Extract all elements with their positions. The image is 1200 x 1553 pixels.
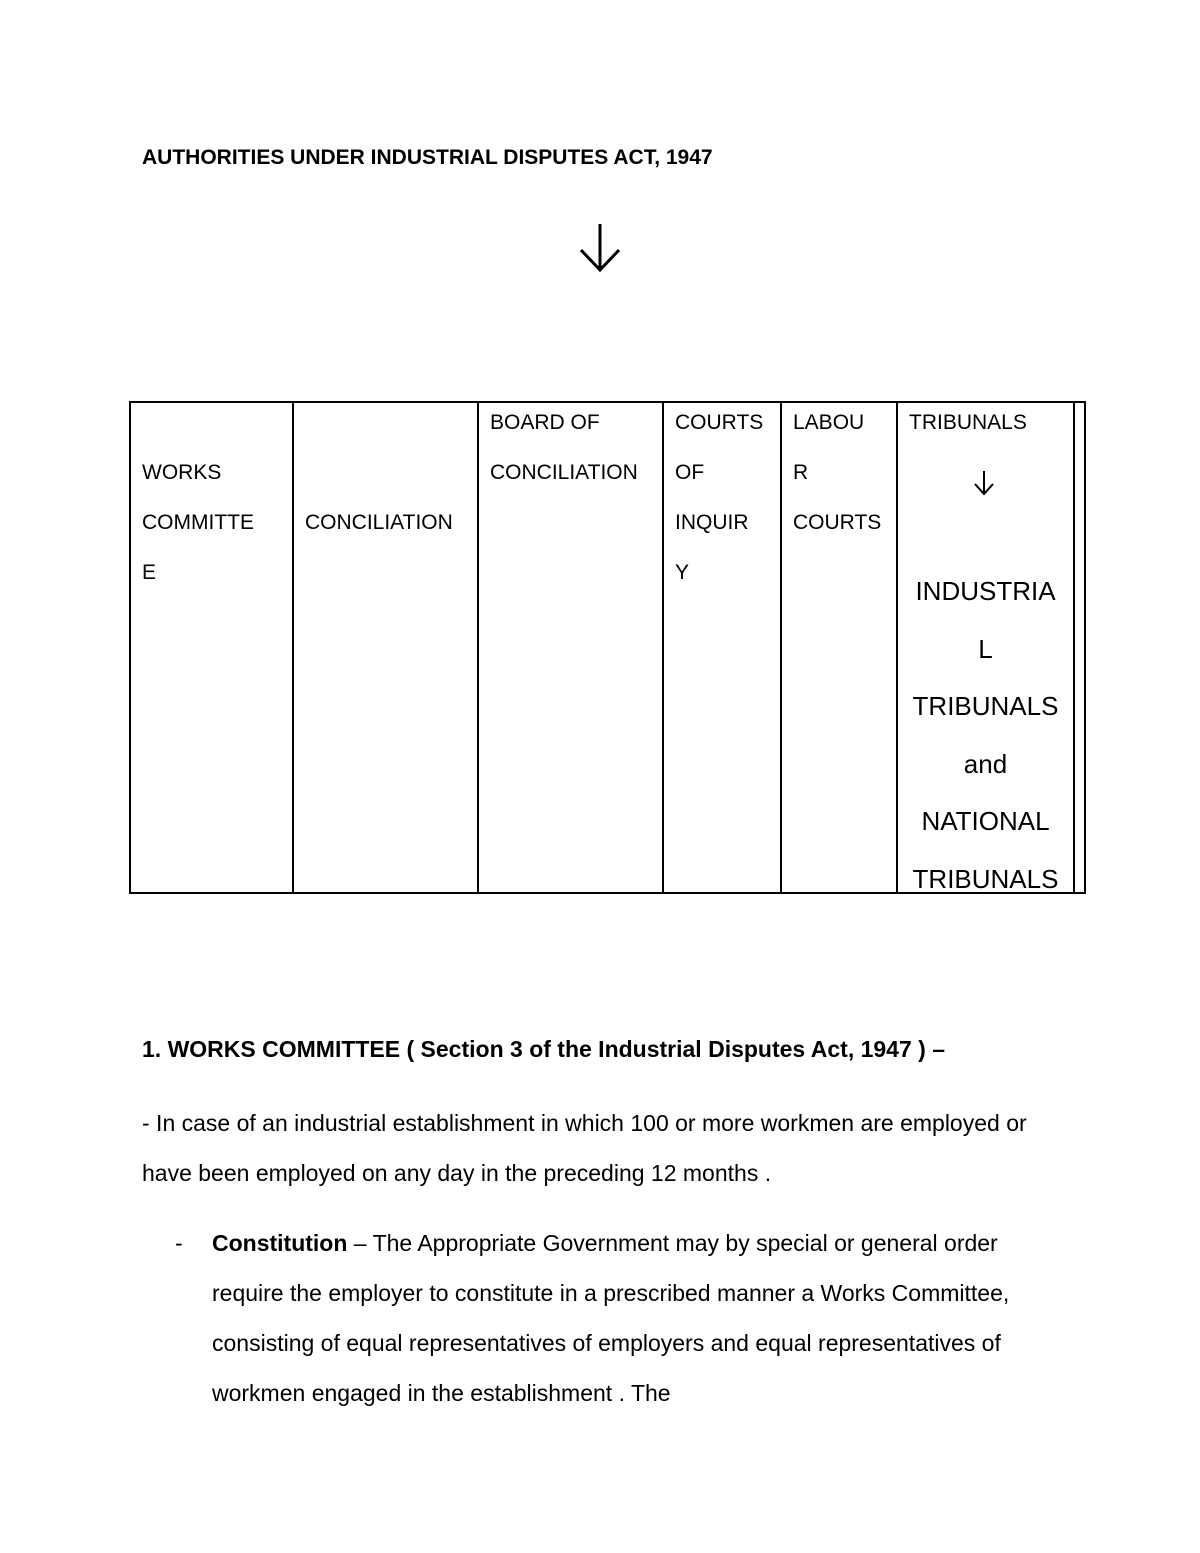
down-arrow-icon	[973, 465, 995, 491]
table-cell-board-of-conciliation	[478, 402, 663, 893]
works-committee-label: WORKS COMMITTE E	[142, 461, 254, 584]
section-heading: 1. WORKS COMMITTEE ( Section 3 of the Industrial Disputes Act, 1947 ) –	[142, 1036, 945, 1062]
constitution-term: Constitution	[212, 1230, 348, 1256]
table-cell-courts-of-inquiry	[663, 402, 781, 893]
tribunals-label: TRIBUNALS	[909, 411, 1027, 434]
table-cell-conciliation	[293, 402, 478, 893]
bullet-dash: -	[175, 1230, 183, 1256]
table-cell-tribunals	[897, 402, 1074, 893]
authorities-table	[129, 401, 1086, 894]
industrial-national-tribunals-label: INDUSTRIA L TRIBUNALS and NATIONAL TRIBUNALS	[912, 576, 1059, 894]
document-title: AUTHORITIES UNDER INDUSTRIAL DISPUTES ACT, 1947	[142, 146, 713, 169]
table-cell-labour-courts	[781, 402, 897, 893]
labour-courts-label: LABOU R COURTS	[793, 411, 882, 534]
conciliation-label: CONCILIATION	[305, 511, 453, 534]
down-arrow-icon	[578, 222, 622, 274]
board-of-conciliation-label: BOARD OF CONCILIATION	[490, 411, 638, 484]
table-cell-empty	[1074, 402, 1085, 893]
courts-of-inquiry-label: COURTS OF INQUIR Y	[675, 411, 764, 584]
table-cell-works-committee	[130, 402, 293, 893]
paragraph-constitution	[212, 1218, 1042, 1418]
paragraph-applicability: - In case of an industrial establishment in which 100 or more workmen are employed or have been employed on any day in the preceding 12 months .	[142, 1110, 1027, 1186]
constitution-text: – The Appropriate Government may by special or general order require the employer to constitute in a prescribed manner a Works Committee, consisting of equal representatives of employers and equal representatives of workmen engaged in the establishment . The	[212, 1230, 1010, 1406]
